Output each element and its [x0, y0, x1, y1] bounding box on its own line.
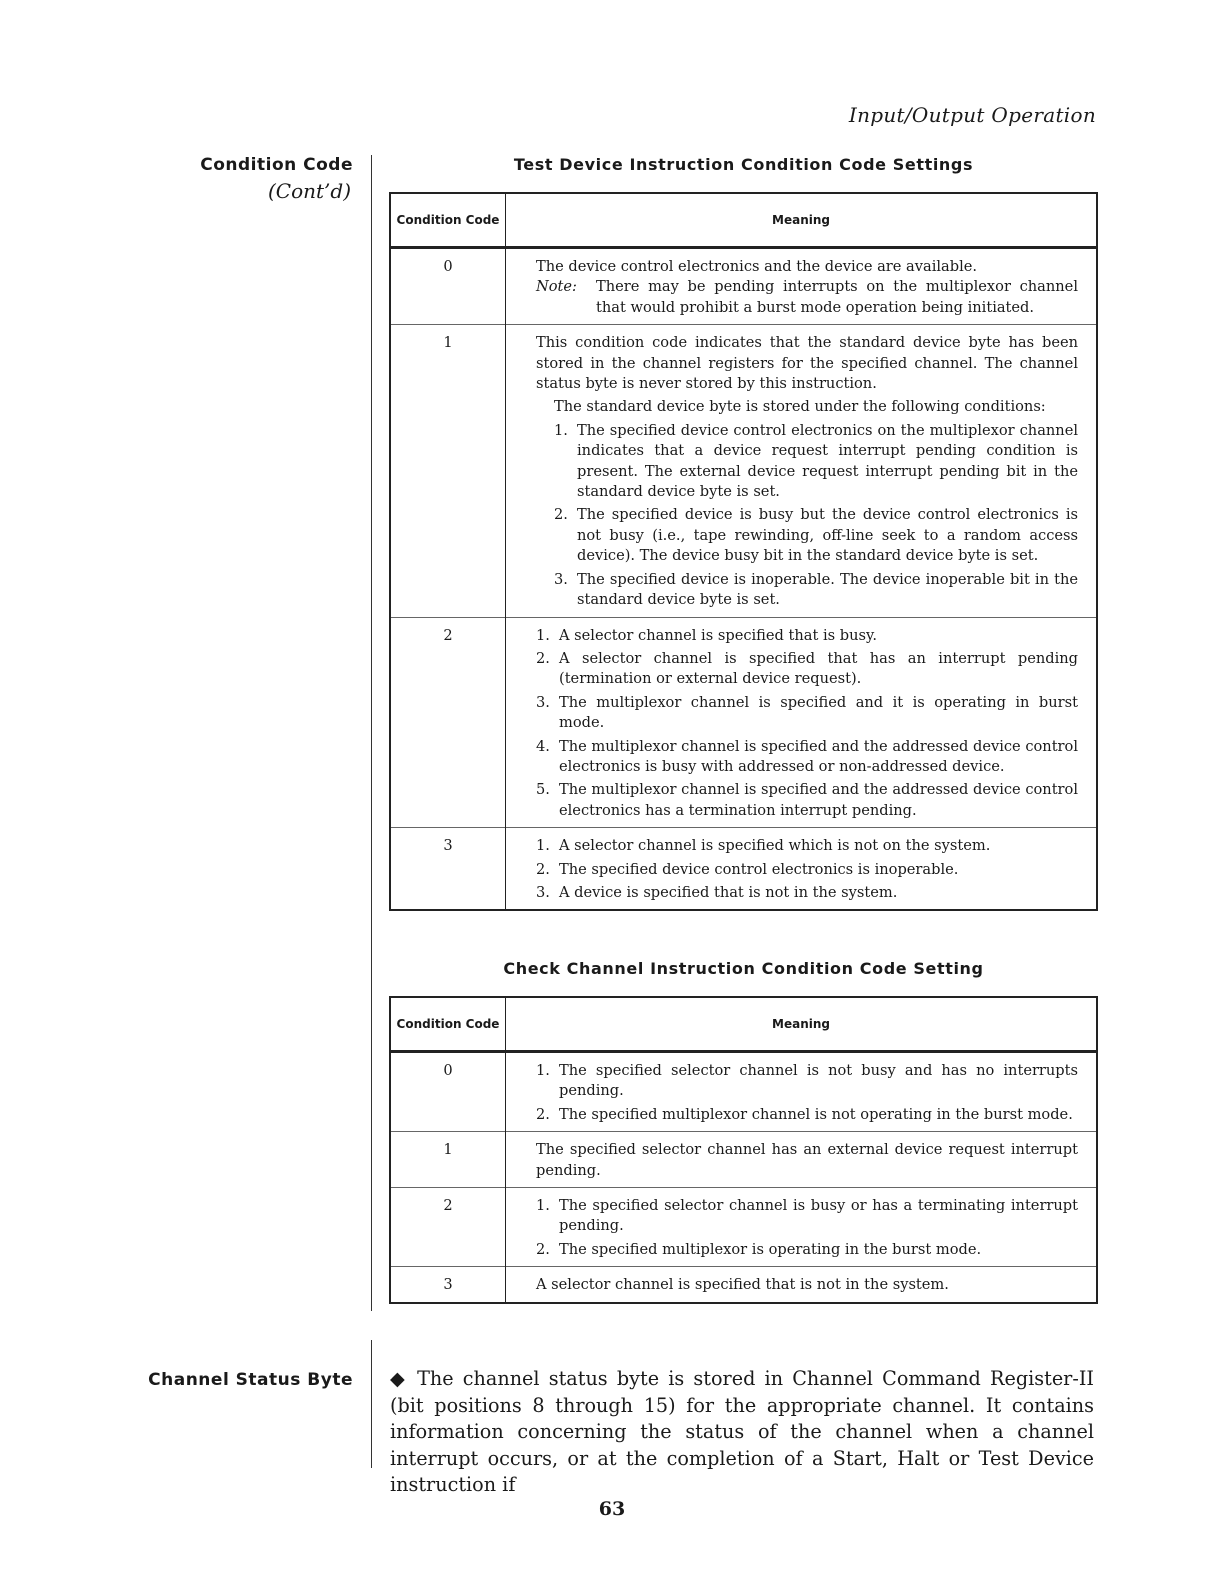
- meaning-text: The specified selector channel has an external device request interrupt pending.: [536, 1141, 1078, 1179]
- check-channel-table: [389, 996, 1098, 1304]
- table-row: [390, 1267, 1097, 1303]
- item-number: 5.: [536, 781, 550, 799]
- item-text: The specified multiplexor is operating in the burst mode.: [559, 1240, 982, 1258]
- note: [536, 277, 1078, 318]
- item-number: 3.: [536, 693, 550, 711]
- list-item: [536, 1196, 1078, 1237]
- item-number: 1.: [536, 1062, 550, 1079]
- item-text: A selector channel is specified which is not on the system.: [559, 837, 991, 855]
- table-header-row: [390, 193, 1097, 248]
- margin-note-channel-status-byte: Channel Status Byte: [148, 1370, 353, 1390]
- list-item: [554, 570, 1078, 611]
- header-meaning: Meaning: [506, 193, 1098, 248]
- item-number: 4.: [536, 737, 550, 755]
- item-number: 2.: [536, 860, 550, 878]
- item-text: The specified selector channel is not busy and has no interrupts pending.: [559, 1062, 1078, 1100]
- item-number: 2.: [536, 1105, 550, 1123]
- check-channel-table-title: Check Channel Instruction Condition Code Setting: [503, 959, 984, 978]
- item-text: The multiplexor channel is specified and the addressed device control electronics has a termination interrupt pending.: [559, 781, 1078, 819]
- item-number: 1.: [554, 421, 568, 439]
- item-text: A device is specified that is not in the system.: [559, 883, 898, 901]
- meaning-cell: [506, 1188, 1098, 1267]
- list-item: [536, 1105, 1078, 1125]
- list-item: [536, 626, 1078, 646]
- table-header-row: [390, 997, 1097, 1052]
- table-row: [390, 1188, 1097, 1267]
- condition-code-cell: 1: [390, 1132, 506, 1188]
- test-device-table: [389, 192, 1098, 911]
- condition-code-cell: 2: [390, 617, 506, 828]
- condition-code-cell: 0: [390, 1052, 506, 1132]
- list-item: [554, 421, 1078, 503]
- meaning-cell: [506, 1267, 1098, 1303]
- list-item: [536, 780, 1078, 821]
- paragraph-text: The channel status byte is stored in Channel Command Register-II (bit positions 8 through 15) for the appropriate channel. It contains information concerning the status of the channel when a channel interrupt occurs, or at the completion of a Start, Halt or Test Device instruction if: [390, 1367, 1094, 1497]
- meaning-cell: [506, 1132, 1098, 1188]
- note-text: There may be pending interrupts on the multiplexor channel that would prohibit a burst mode operation being initiated.: [596, 278, 1078, 316]
- meaning-text: This condition code indicates that the standard device byte has been stored in the channel registers for the specified channel. The channel status byte is never stored by this instruction.: [536, 334, 1078, 393]
- item-text: A selector channel is specified that has an interrupt pending (termination or external device request).: [559, 649, 1078, 688]
- item-text: The specified multiplexor channel is not operating in the burst mode.: [559, 1105, 1073, 1123]
- table-row: [390, 248, 1097, 325]
- condition-code-cell: 3: [390, 1267, 506, 1303]
- condition-list: [554, 421, 1078, 611]
- diamond-bullet-icon: ◆: [390, 1367, 408, 1390]
- table-row: [390, 617, 1097, 828]
- item-number: 2.: [536, 1240, 550, 1258]
- item-number: 1.: [536, 837, 550, 855]
- list-item: [536, 737, 1078, 778]
- list-item: [536, 1061, 1078, 1102]
- table-row: [390, 325, 1097, 617]
- running-head: Input/Output Operation: [848, 103, 1096, 127]
- condition-list: [536, 1196, 1078, 1260]
- meaning-cell: [506, 1052, 1098, 1132]
- header-meaning: Meaning: [506, 997, 1098, 1052]
- item-text: The multiplexor channel is specified and it is operating in burst mode.: [559, 693, 1078, 732]
- meaning-cell: [506, 325, 1098, 617]
- condition-list: [536, 626, 1078, 822]
- header-condition-code: Condition Code: [390, 997, 506, 1052]
- table-row: [390, 1052, 1097, 1132]
- meaning-cell: [506, 248, 1098, 325]
- list-item: [536, 649, 1078, 690]
- table-row: [390, 828, 1097, 911]
- item-text: The specified device is busy but the device control electronics is not busy (i.e., tape rewinding, off-line seek to a random access device). The device busy bit in the standard device byte is set.: [577, 506, 1078, 565]
- margin-rule-lower: [371, 1340, 372, 1468]
- margin-note-contd: (Cont’d): [267, 179, 351, 203]
- condition-code-cell: 3: [390, 828, 506, 911]
- meaning-text: A selector channel is specified that is not in the system.: [536, 1276, 949, 1294]
- header-condition-code: Condition Code: [390, 193, 506, 248]
- meaning-cell: [506, 828, 1098, 911]
- list-item: [536, 1240, 1078, 1260]
- item-text: The multiplexor channel is specified and the addressed device control electronics is busy with addressed or non-addressed device.: [559, 737, 1078, 775]
- list-item: [536, 836, 1078, 856]
- margin-note-condition-code: Condition Code: [200, 155, 353, 175]
- page-number: 63: [598, 1498, 626, 1520]
- item-number: 2.: [536, 649, 550, 667]
- item-number: 3.: [554, 570, 568, 588]
- condition-code-cell: 0: [390, 248, 506, 325]
- condition-code-cell: 2: [390, 1188, 506, 1267]
- item-text: The specified device control electronics on the multiplexor channel indicates that a device request interrupt pending condition is present. The external device request interrupt pending bit in the standard device byte is set.: [577, 421, 1078, 501]
- meaning-intro: The standard device byte is stored under the following conditions:: [554, 398, 1046, 416]
- channel-status-paragraph: [390, 1366, 1094, 1499]
- meaning-cell: [506, 617, 1098, 828]
- item-text: The specified device control electronics is inoperable.: [559, 860, 959, 878]
- condition-list: [536, 836, 1078, 903]
- item-number: 1.: [536, 1197, 550, 1215]
- list-item: [536, 693, 1078, 734]
- list-item: [554, 505, 1078, 566]
- margin-rule-upper: [371, 155, 372, 1311]
- item-number: 3.: [536, 883, 550, 901]
- note-label: Note:: [536, 278, 577, 296]
- item-number: 2.: [554, 506, 568, 524]
- test-device-table-title: Test Device Instruction Condition Code Settings: [513, 155, 974, 174]
- condition-code-cell: 1: [390, 325, 506, 617]
- item-text: A selector channel is specified that is busy.: [559, 626, 877, 644]
- item-text: The specified selector channel is busy or has a terminating interrupt pending.: [559, 1197, 1078, 1235]
- table-row: [390, 1132, 1097, 1188]
- list-item: [536, 883, 1078, 903]
- item-number: 1.: [536, 626, 550, 644]
- meaning-text: The device control electronics and the device are available.: [536, 258, 978, 275]
- list-item: [536, 860, 1078, 880]
- item-text: The specified device is inoperable. The device inoperable bit in the standard device byte is set.: [577, 570, 1078, 609]
- condition-list: [536, 1061, 1078, 1125]
